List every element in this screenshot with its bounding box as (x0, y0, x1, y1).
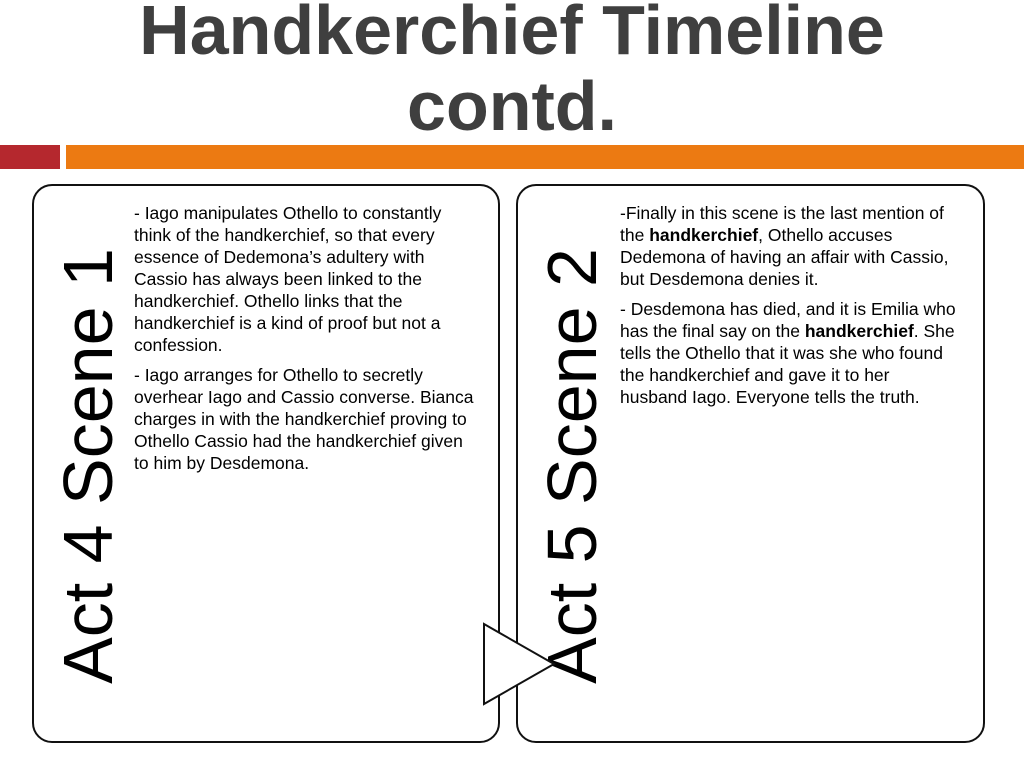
panel-paragraph: - Iago manipulates Othello to constantly think of the handkerchief, so that every essence of Dedemona’s adultery with Cassio has always been linked to the handkerchief. Othello links that the handkerchief is a kind of proof but not a confession. (134, 203, 442, 355)
slide-title-line2: contd. (407, 67, 617, 145)
panel-body-act5 (620, 202, 960, 416)
panel-body-act4 (134, 202, 474, 482)
bold-keyword: handkerchief (649, 225, 759, 245)
text-run: , Othello accuses Dedemona of having an affair with Cassio, but Desdemona denies it. (620, 225, 949, 289)
right-triangle-arrow-icon (480, 620, 560, 710)
panel-paragraph: - Iago arranges for Othello to secretly overhear Iago and Cassio converse. Bianca charges in with the handkerchief proving to Othello Cassio had the handkerchief given to him by Desdemona. (134, 365, 474, 473)
accent-bar-orange (66, 145, 1024, 169)
bold-keyword: handkerchief (804, 321, 914, 341)
panel-paragraph (620, 298, 960, 408)
text-run: . She tells the Othello that it was she who found the handkerchief and gave it to her husband Iago. Everyone tells the truth. (620, 321, 955, 407)
timeline-panel-act4 (32, 184, 500, 743)
text-run: - Desdemona has died, and it is Emilia who has the final say on the (620, 299, 956, 341)
panel-paragraph (620, 202, 960, 290)
timeline-panel-act5 (516, 184, 985, 743)
panel-label-act5: Act 5 Scene 2 (533, 247, 611, 684)
text-run: -Finally in this scene is the last mention of the (620, 203, 944, 245)
accent-bar-red (0, 145, 60, 169)
panel-vertical-label (38, 186, 138, 745)
slide-title-line1: Handkerchief Timeline (139, 0, 885, 69)
slide-title (0, 0, 1024, 144)
panel-label-act4: Act 4 Scene 1 (49, 247, 127, 684)
